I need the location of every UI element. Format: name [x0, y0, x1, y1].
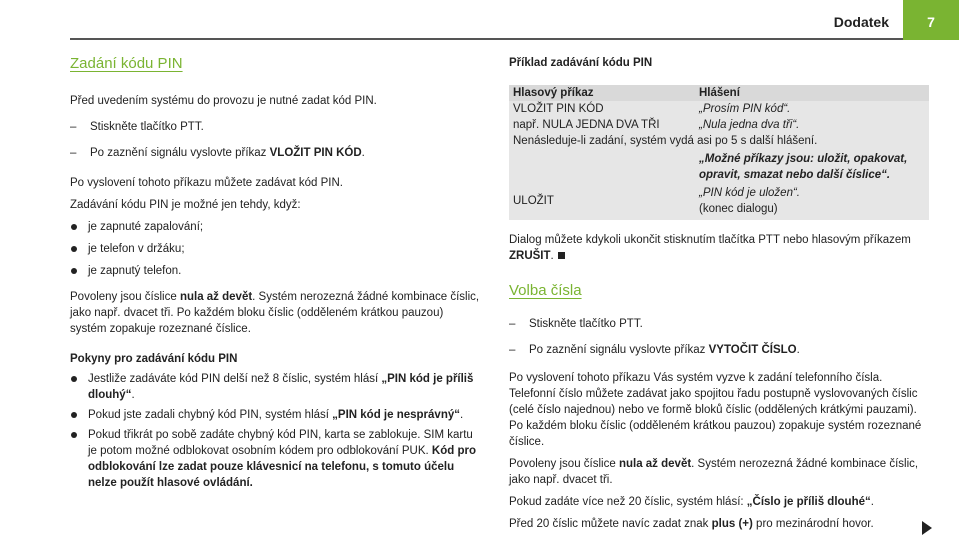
- end-of-section-icon: [558, 252, 565, 259]
- example-table: [509, 85, 929, 220]
- pokyn-too-long-text: Jestliže zadáváte kód PIN delší než 8 číslic, systém hlásí: [88, 373, 382, 385]
- after-command-text: Po vyslovení tohoto příkazu můžete zadávat kód PIN.: [70, 177, 343, 189]
- condition-phone-on: [70, 263, 480, 279]
- pokyn-incorrect-text: Pokud jste zadali chybný kód PIN, systém hlásí: [88, 409, 333, 421]
- dial-digits-paragraph: [509, 456, 929, 488]
- dialog-end-text: Dialog můžete kdykoli ukončit stisknutím tlačítka PTT nebo hlasovým příkazem: [509, 234, 911, 246]
- condition-phone-on-text: je zapnutý telefon.: [88, 265, 182, 277]
- table-cell-response: „Možné příkazy jsou: uložit, opakovat, opravit, smazat nebo další číslice“.: [699, 153, 908, 181]
- condition-ignition-text: je zapnuté zapalování;: [88, 221, 204, 233]
- pokyn-blocked-warning: Kód pro odblokování lze zadat pouze klávesnicí na telefonu, s tomuto účelu nelze použít hlasové ovládání.: [88, 445, 476, 489]
- dial-step-1-text: Stiskněte tlačítko PTT.: [529, 318, 643, 330]
- right-column: [509, 55, 929, 532]
- dial-step-2-command: VYTOČIT ČÍSLO: [708, 344, 797, 356]
- page-number: 7: [927, 14, 935, 30]
- dial-too-long-message: „Číslo je příliš dlouhé“: [746, 496, 871, 508]
- dial-too-long-suffix: .: [870, 496, 874, 508]
- dial-too-long-text: Pokud zadáte více než 20 číslic, systém hlásí:: [509, 496, 747, 508]
- condition-ignition: [70, 219, 480, 235]
- step-1: [70, 119, 480, 135]
- section-title-dial: Volba čísla: [509, 282, 582, 299]
- table-header-response: Hlášení: [699, 87, 740, 99]
- table-cell-command: ULOŽIT: [513, 195, 554, 207]
- digits-text-rest: . Systém nerozezná žádné kombinace číslic, jako např. dvacet tři. Po každém bloku číslic (odděleném krátkou pauzou) systém zopakuje rozeznané číslice.: [70, 291, 480, 335]
- dial-plus-text-rest: pro mezinárodní hovor.: [752, 518, 874, 530]
- table-header-row: [509, 85, 929, 101]
- table-row: [509, 101, 929, 117]
- dial-paragraph: Po vyslovení tohoto příkazu Vás systém vyzve k zadání telefonního čísla. Telefonní číslo můžete zadávat jako spojitou řadu postupně vyslovovaných číslic (celé číslo najednou) nebo ve formě bloků číslic (oddělených krátkými pauzami). Po každém bloku číslic (odděleném krátkou pauzou) zopakuje systém rozeznané číslice.: [509, 372, 922, 448]
- table-row: [509, 185, 929, 220]
- page-header: [0, 0, 959, 40]
- dial-too-long-paragraph: [509, 494, 929, 510]
- response-end: (konec dialogu): [699, 203, 778, 215]
- pokyny-title: Pokyny pro zadávání kódu PIN: [70, 353, 238, 365]
- header-rule: [70, 38, 959, 40]
- pokyn-too-long: [70, 371, 480, 403]
- example-title: Příklad zadávání kódu PIN: [509, 57, 653, 69]
- response-saved: „PIN kód je uložen“.: [699, 187, 800, 199]
- table-row-note: [509, 133, 929, 149]
- page-number-box: [903, 0, 959, 40]
- conditions-intro: Zadávání kódu PIN je možné jen tehdy, když:: [70, 199, 301, 211]
- digits-paragraph: [70, 289, 480, 337]
- pokyn-blocked-text: Pokud třikrát po sobě zadáte chybný kód PIN, karta se zablokuje. SIM kartu je potom možné odblokovat osobním kódem pro odblokování PUK.: [88, 429, 473, 457]
- table-row: [509, 117, 929, 133]
- table-cell-command: např. NULA JEDNA DVA TŘI: [513, 119, 660, 131]
- dial-digits-text: Povoleny jsou číslice: [509, 458, 619, 470]
- pokyn-too-long-suffix: .: [131, 389, 135, 401]
- dial-step-1: [509, 316, 929, 332]
- dial-digits-text-rest: . Systém nerozezná žádné kombinace číslic, jako např. dvacet tři.: [509, 458, 919, 486]
- dial-plus-sign: plus (+): [711, 518, 753, 530]
- digits-range: nula až devět: [179, 291, 253, 303]
- pokyn-too-long-message: „PIN kód je příliš dlouhý“: [88, 373, 474, 401]
- step-2: [70, 145, 480, 161]
- table-cell-command-empty: [509, 151, 699, 183]
- table-cell-response: „Prosím PIN kód“.: [699, 103, 791, 115]
- step-2-suffix: .: [361, 147, 365, 159]
- dialog-end-paragraph: [509, 232, 929, 264]
- table-cell-response: „Nula jedna dva tři“.: [699, 119, 800, 131]
- dial-step-2: [509, 342, 929, 358]
- dial-plus-text: Před 20 číslic můžete navíc zadat znak: [509, 518, 712, 530]
- pokyn-blocked: [70, 427, 480, 491]
- table-row: [509, 149, 929, 185]
- dial-step-2-suffix: .: [796, 344, 800, 356]
- dialog-end-suffix: .: [550, 250, 554, 262]
- dial-step-2-text: Po zaznění signálu vyslovte příkaz: [529, 344, 709, 356]
- digits-text: Povoleny jsou číslice: [70, 291, 180, 303]
- chapter-title: Dodatek: [833, 14, 889, 30]
- pokyn-incorrect-message: „PIN kód je nesprávný“: [332, 409, 460, 421]
- left-column: [70, 55, 480, 491]
- step-2-command: VLOŽIT PIN KÓD: [269, 147, 362, 159]
- step-1-text: Stiskněte tlačítko PTT.: [90, 121, 204, 133]
- condition-holder: [70, 241, 480, 257]
- table-cell-command: VLOŽIT PIN KÓD: [513, 103, 604, 115]
- pokyn-incorrect: [70, 407, 480, 423]
- table-cell-response: [699, 185, 929, 217]
- table-header-command: Hlasový příkaz: [513, 87, 594, 99]
- section-title-pin: Zadání kódu PIN: [70, 55, 183, 72]
- dial-plus-paragraph: [509, 516, 929, 532]
- table-cell-note: Nenásleduje-li zadání, systém vydá asi po 5 s další hlášení.: [513, 135, 818, 147]
- intro-text: Před uvedením systému do provozu je nutné zadat kód PIN.: [70, 95, 377, 107]
- step-2-text: Po zaznění signálu vyslovte příkaz: [90, 147, 270, 159]
- pokyn-incorrect-suffix: .: [460, 409, 464, 421]
- dialog-end-command: ZRUŠIT: [509, 250, 551, 262]
- next-page-arrow-icon: [922, 521, 932, 535]
- condition-holder-text: je telefon v držáku;: [88, 243, 185, 255]
- dial-digits-range: nula až devět: [618, 458, 692, 470]
